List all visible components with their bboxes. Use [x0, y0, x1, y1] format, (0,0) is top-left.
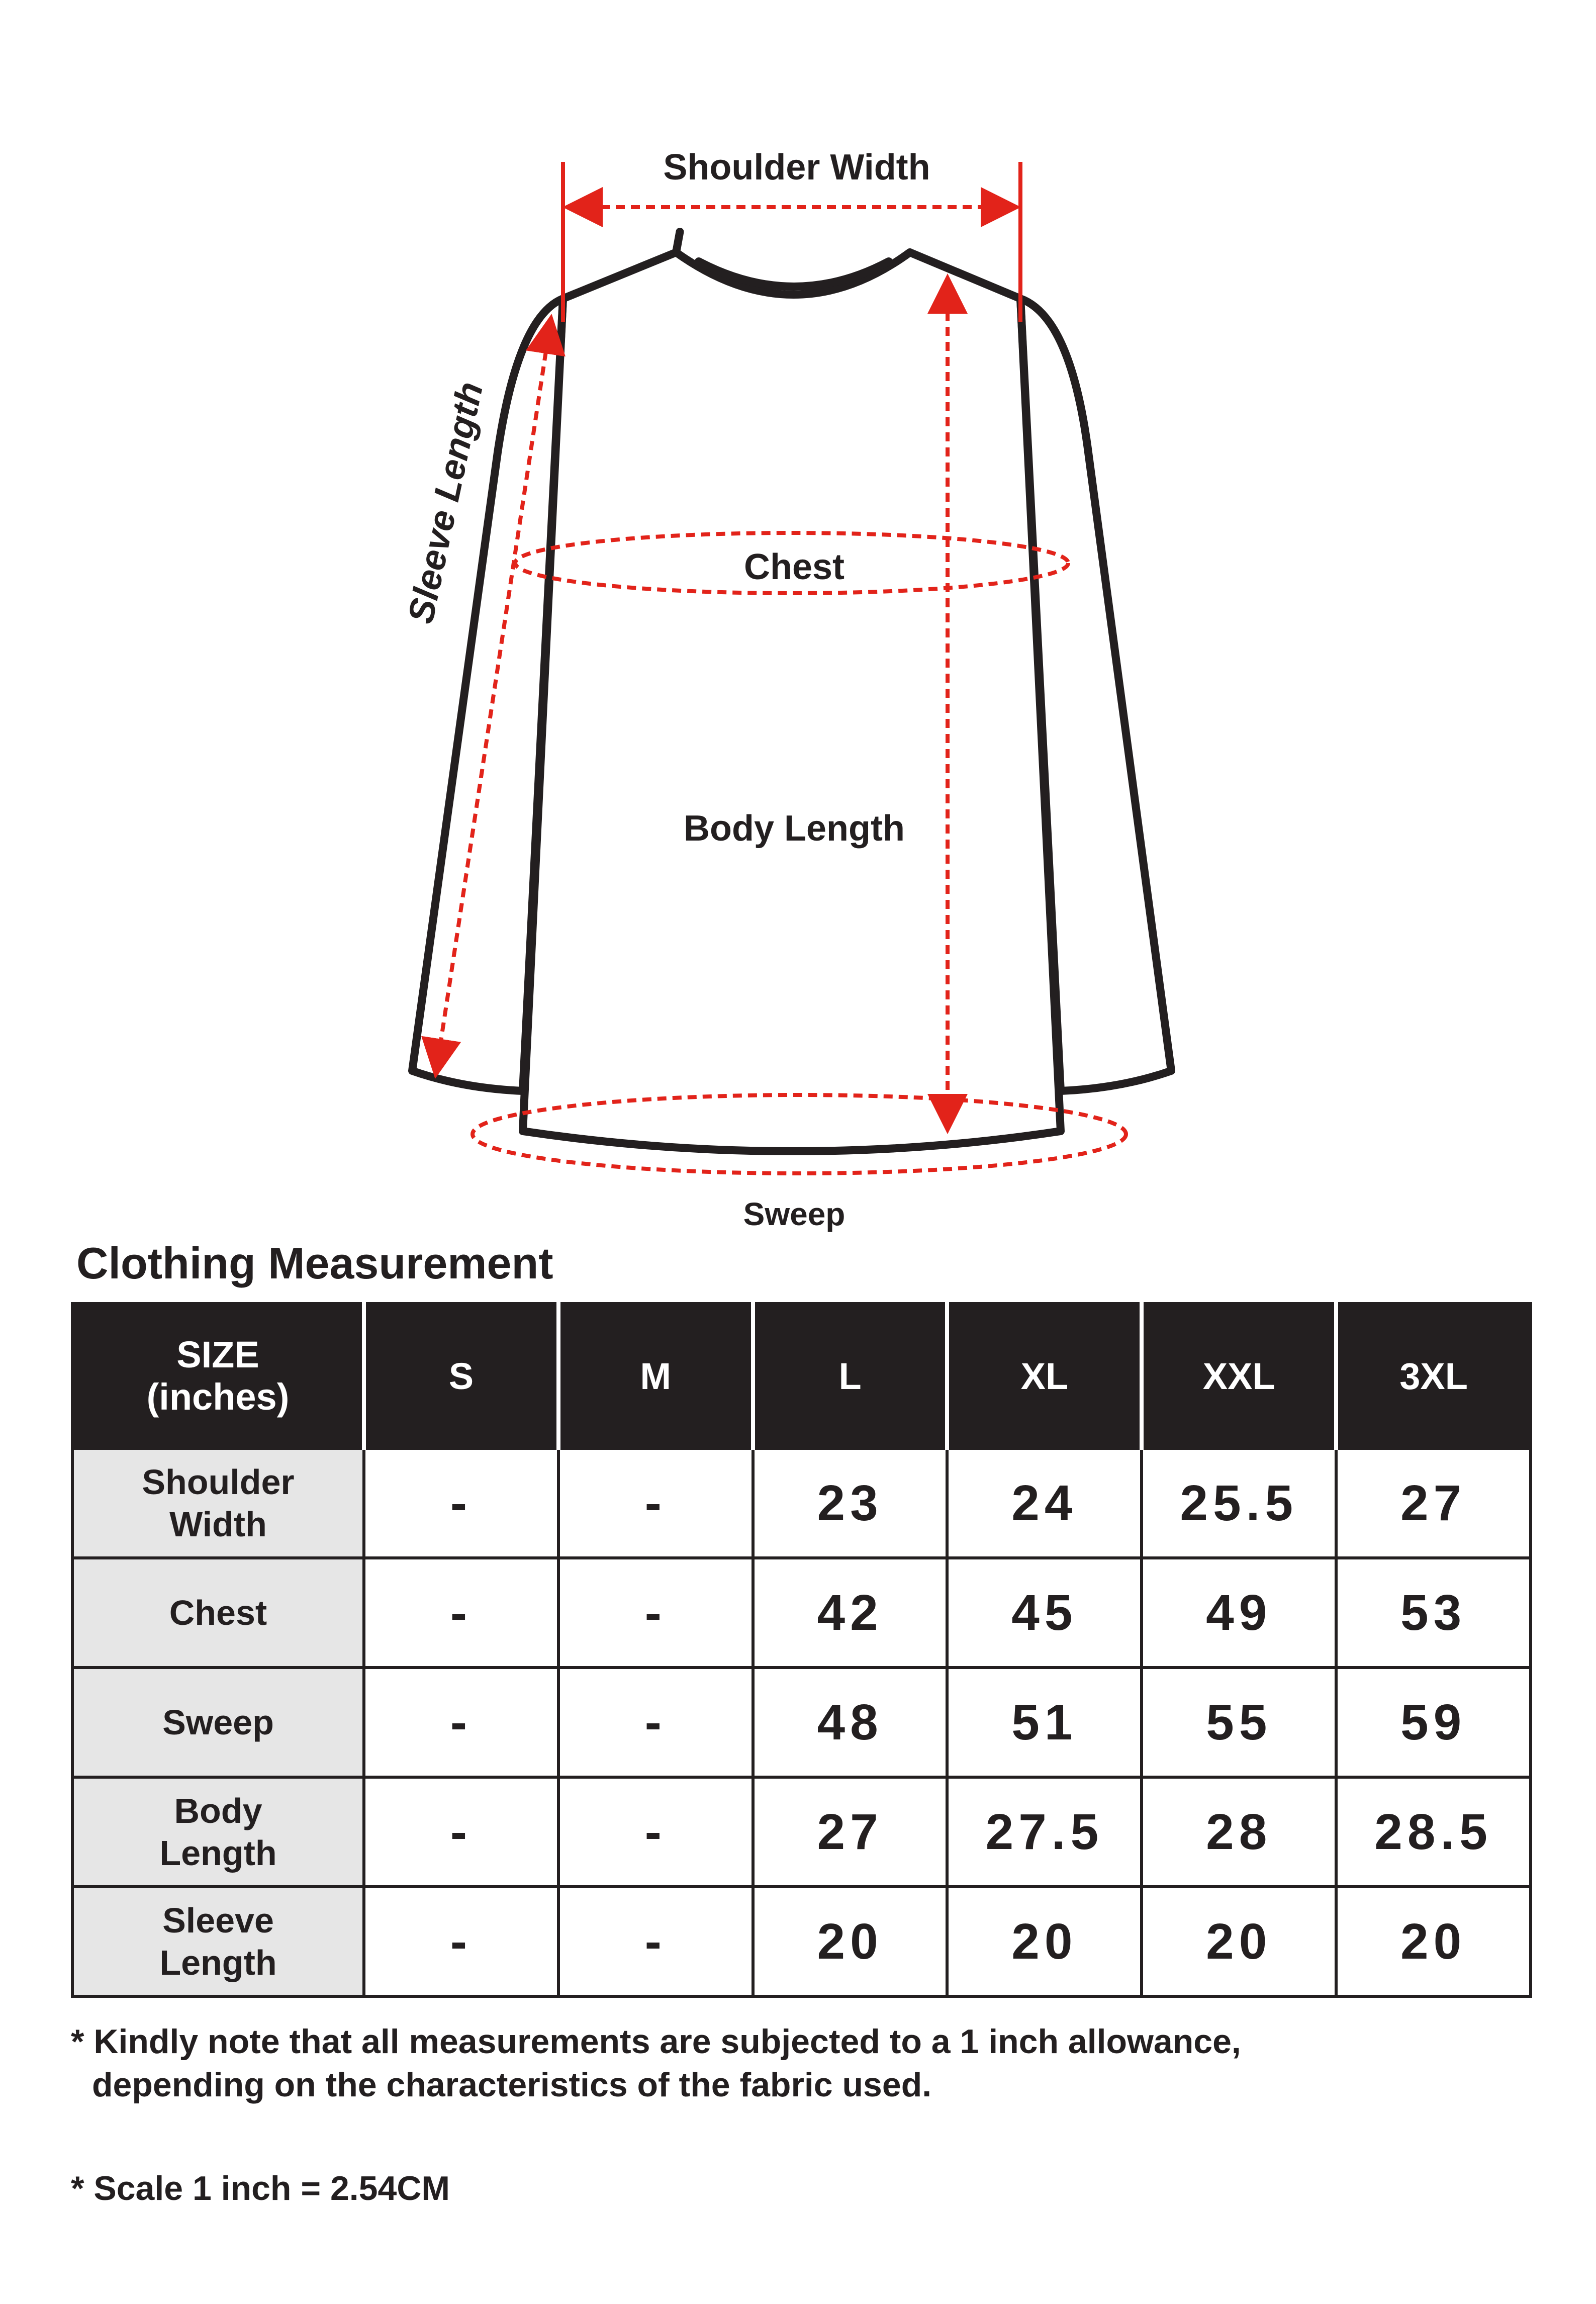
size-header-row: [72, 1304, 1531, 1448]
table-cell: 24: [947, 1448, 1142, 1558]
table-cell: 20: [1336, 1887, 1531, 1996]
row-label-line: Body: [174, 1791, 262, 1830]
allowance-note-line2: depending on the characteristics of the fabric used.: [92, 2066, 932, 2104]
size-header-l: L: [753, 1304, 948, 1448]
table-row: [72, 1668, 1531, 1777]
size-header-unit: (inches): [146, 1376, 290, 1418]
table-cell: -: [364, 1448, 558, 1558]
table-cell: -: [558, 1558, 753, 1668]
table-cell: 27: [1336, 1448, 1531, 1558]
table-cell: 48: [753, 1668, 948, 1777]
table-cell: 53: [1336, 1558, 1531, 1668]
size-header-3xl: 3XL: [1336, 1304, 1531, 1448]
table-row: [72, 1887, 1531, 1996]
allowance-note-line1: * Kindly note that all measurements are subjected to a 1 inch allowance,: [71, 2022, 1241, 2061]
table-row: [72, 1558, 1531, 1668]
size-header-m: M: [558, 1304, 753, 1448]
table-cell: 20: [1142, 1887, 1336, 1996]
size-unit-header: [72, 1304, 364, 1448]
table-row: [72, 1777, 1531, 1887]
row-label-line: Chest: [169, 1593, 267, 1632]
table-cell: 42: [753, 1558, 948, 1668]
scale-note: * Scale 1 inch = 2.54CM: [71, 2169, 450, 2207]
table-cell: 51: [947, 1668, 1142, 1777]
table-cell: -: [364, 1668, 558, 1777]
table-cell: -: [558, 1887, 753, 1996]
sleeve-length-label: Sleeve Length: [400, 378, 491, 627]
row-label-line: Length: [159, 1833, 277, 1873]
table-cell: -: [558, 1777, 753, 1887]
table-cell: 55: [1142, 1668, 1336, 1777]
long-sleeve-shirt-outline: [412, 232, 1171, 1151]
table-cell: -: [364, 1777, 558, 1887]
table-cell: 49: [1142, 1558, 1336, 1668]
size-header-xxl: XXL: [1142, 1304, 1336, 1448]
body-length-label: Body Length: [684, 808, 905, 849]
table-cell: -: [558, 1668, 753, 1777]
size-header-label: SIZE: [176, 1334, 259, 1375]
size-header-xl: XL: [947, 1304, 1142, 1448]
table-cell: 25.5: [1142, 1448, 1336, 1558]
row-label-line: Length: [159, 1943, 277, 1982]
table-cell: -: [558, 1448, 753, 1558]
table-cell: -: [364, 1558, 558, 1668]
table-cell: 23: [753, 1448, 948, 1558]
table-cell: 59: [1336, 1668, 1531, 1777]
clothing-measurement-title: Clothing Measurement: [76, 1238, 553, 1288]
size-header-s: S: [364, 1304, 558, 1448]
table-cell: 45: [947, 1558, 1142, 1668]
table-cell: 20: [947, 1887, 1142, 1996]
sweep-label: Sweep: [743, 1196, 846, 1232]
row-label-chest: [72, 1558, 364, 1668]
table-cell: 27.5: [947, 1777, 1142, 1887]
row-label-body-length: [72, 1777, 364, 1887]
table-cell: 28: [1142, 1777, 1336, 1887]
allowance-note: [71, 2020, 1529, 2106]
row-label-line: Shoulder: [142, 1462, 295, 1502]
table-cell: -: [364, 1887, 558, 1996]
row-label-shoulder-width: [72, 1448, 364, 1558]
table-cell: 20: [753, 1887, 948, 1996]
table-cell: 27: [753, 1777, 948, 1887]
row-label-line: Sweep: [162, 1703, 274, 1742]
row-label-line: Sleeve: [162, 1901, 274, 1940]
shoulder-width-label: Shoulder Width: [663, 147, 930, 188]
row-label-sleeve-length: [72, 1887, 364, 1996]
chest-label: Chest: [743, 547, 845, 587]
size-chart-table: [71, 1302, 1532, 1998]
row-label-line: Width: [169, 1505, 267, 1544]
table-row: [72, 1448, 1531, 1558]
row-label-sweep: [72, 1668, 364, 1777]
table-cell: 28.5: [1336, 1777, 1531, 1887]
